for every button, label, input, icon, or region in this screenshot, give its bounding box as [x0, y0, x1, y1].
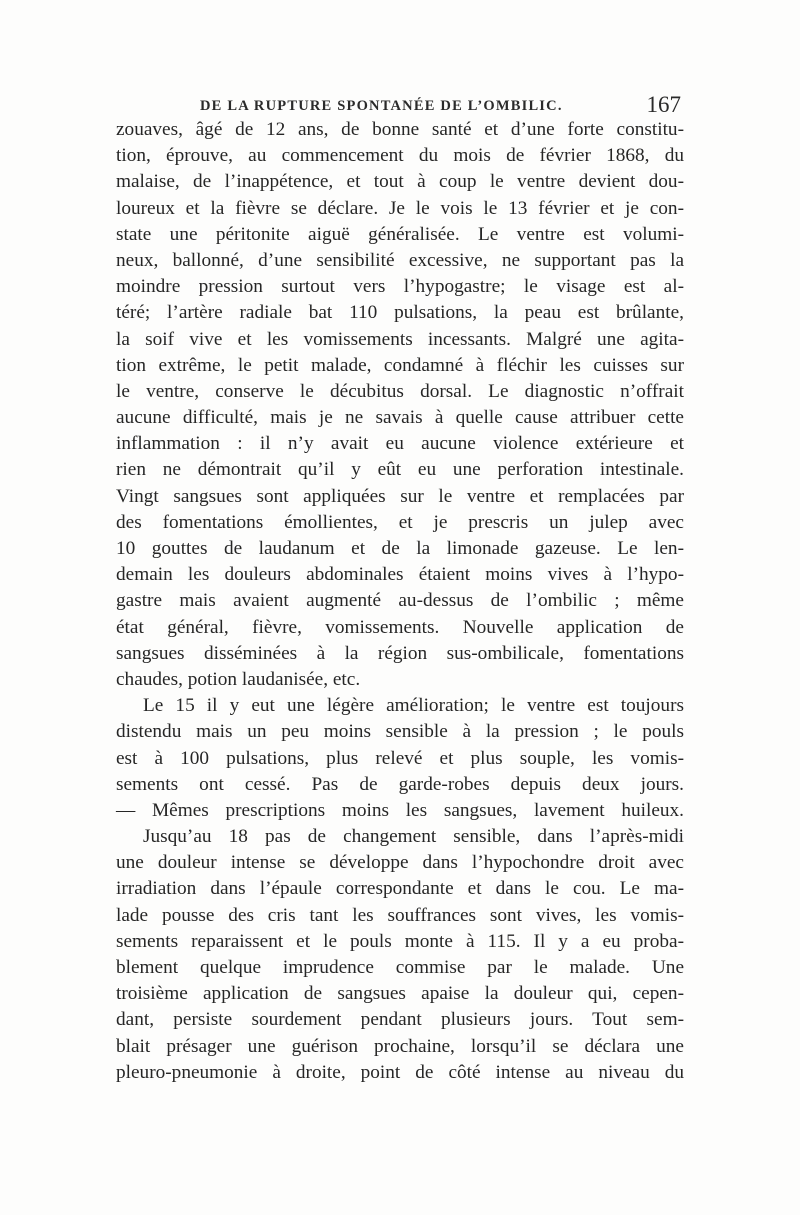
text-line: inflammation : il n’y avait eu aucune violence extérieure et: [116, 433, 684, 455]
running-title: DE LA RUPTURE SPONTANÉE DE L’OMBILIC.: [200, 98, 563, 114]
text-line: tion extrême, le petit malade, condamné à fléchir les cuisses sur: [116, 354, 684, 376]
body-text: [116, 117, 684, 1086]
text-line: demain les douleurs abdominales étaient moins vives à l’hypo-: [116, 564, 684, 586]
text-line: irradiation dans l’épaule correspondante et dans le cou. Le ma-: [116, 878, 684, 900]
text-line: une douleur intense se développe dans l’hypochondre droit avec: [116, 852, 684, 874]
text-line: téré; l’artère radiale bat 110 pulsations, la peau est brûlante,: [116, 302, 684, 324]
text-line: pleuro-pneumonie à droite, point de côté intense au niveau du: [116, 1061, 684, 1083]
text-line: blement quelque imprudence commise par le malade. Une: [116, 957, 684, 978]
text-line: gastre mais avaient augmenté au-dessus de l’ombilic ; même: [116, 590, 684, 612]
text-line: la soif vive et les vomissements incessants. Malgré une agita-: [116, 328, 684, 350]
text-line: blait présager une guérison prochaine, lorsqu’il se déclara une: [116, 1035, 684, 1057]
text-line: 10 gouttes de laudanum et de la limonade gazeuse. Le len-: [116, 538, 684, 559]
text-line: sangsues disséminées à la région sus-ombilicale, fomentations: [116, 642, 684, 664]
text-line: moindre pression surtout vers l’hypogastre; le visage est al-: [116, 276, 684, 298]
text-line: state une péritonite aiguë généralisée. Le ventre est volumi-: [116, 223, 684, 245]
page-number: 167: [646, 92, 681, 117]
text-line: zouaves, âgé de 12 ans, de bonne santé et d’une forte constitu-: [116, 119, 684, 140]
text-line: troisième application de sangsues apaise la douleur qui, cepen-: [116, 983, 684, 1005]
text-line: est à 100 pulsations, plus relevé et plus souple, les vomis-: [116, 747, 684, 769]
text-line: le ventre, conserve le décubitus dorsal. Le diagnostic n’offrait: [116, 380, 684, 402]
text-line: Jusqu’au 18 pas de changement sensible, dans l’après-midi: [143, 826, 684, 848]
text-line: Le 15 il y eut une légère amélioration; le ventre est toujours: [143, 695, 684, 717]
text-line: tion, éprouve, au commencement du mois de février 1868, du: [116, 145, 684, 167]
text-line: chaudes, potion laudanisée, etc.: [116, 668, 361, 690]
text-line: — Mêmes prescriptions moins les sangsues, lavement huileux.: [116, 799, 684, 821]
text-line: lade pousse des cris tant les souffrances sont vives, les vomis-: [116, 904, 684, 926]
text-line: sements reparaissent et le pouls monte à 115. Il y a eu proba-: [116, 930, 684, 952]
text-line: neux, ballonné, d’une sensibilité excessive, ne supportant pas la: [116, 249, 684, 271]
text-line: loureux et la fièvre se déclare. Je le vois le 13 février et je con-: [116, 197, 684, 219]
text-line: malaise, de l’inappétence, et tout à coup le ventre devient dou-: [116, 171, 684, 193]
text-line: sements ont cessé. Pas de garde-robes depuis deux jours.: [116, 773, 684, 795]
text-line: Vingt sangsues sont appliquées sur le ventre et remplacées par: [116, 485, 684, 507]
text-line: distendu mais un peu moins sensible à la pression ; le pouls: [116, 721, 684, 743]
text-line: état général, fièvre, vomissements. Nouvelle application de: [116, 616, 684, 638]
text-line: aucune difficulté, mais je ne savais à quelle cause attribuer cette: [116, 407, 684, 429]
text-line: rien ne démontrait qu’il y eût eu une perforation intestinale.: [116, 459, 684, 481]
text-line: dant, persiste sourdement pendant plusieurs jours. Tout sem-: [116, 1009, 684, 1031]
text-line: des fomentations émollientes, et je prescris un julep avec: [116, 511, 684, 533]
